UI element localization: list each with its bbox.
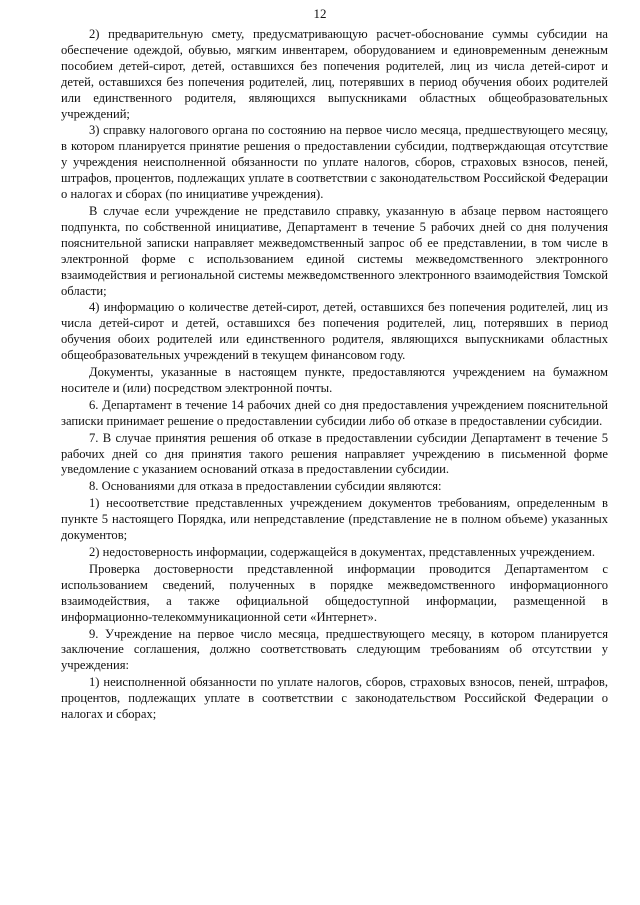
paragraph-documents-submission: Документы, указанные в настоящем пункте, предоставляются учреждением на бумажном носителе и (или) посредством электронной почты.	[61, 365, 608, 395]
paragraph-clause-9-item-1: 1) неисполненной обязанности по уплате налогов, сборов, страховых взносов, пеней, штрафов, процентов, подлежащих уплате в соответствии с законодательством Российской Федерации о налогах и сборах;	[61, 675, 608, 722]
paragraph-clause-8-item-2: 2) недостоверность информации, содержащейся в документах, представленных учреждением.	[89, 545, 595, 559]
document-body	[61, 27, 608, 724]
paragraph-item-3-tax-certificate: 3) справку налогового органа по состоянию на первое число месяца, предшествующего месяцу, в котором планируется принятие решения о предоставлении субсидии, подтверждающая отсутствие у учреждения неисполненной обязанности по уплате налогов, сборов, страховых взносов, пеней, штрафов, процентов, подлежащих уплате в соответствии с законодательством Российской Федерации о налогах и сборах (по инициативе учреждения).	[61, 123, 608, 202]
paragraph-item-2-estimate: 2) предварительную смету, предусматривающую расчет-обоснование суммы субсидии на обеспечение одеждой, обувью, мягким инвентарем, оборудованием и единовременным денежным пособием детей-сирот, детей, оставшихся без попечения родителей, лиц из числа детей-сирот и детей, оставшихся без попечения родителей, лиц, потерявших в период обучения обоих родителей или единственного родителя, являющихся выпускниками областных общеобразовательных учреждений;	[61, 27, 608, 121]
paragraph-clause-9: 9. Учреждение на первое число месяца, предшествующего месяцу, в котором планируется заключение соглашения, должно соответствовать следующим требованиям об отсутствии у учреждения:	[61, 626, 608, 673]
paragraph-verification: Проверка достоверности представленной информации проводится Департаментом с использованием сведений, полученных в порядке межведомственного информационного взаимодействия, а также официальной общедоступной информации, размещенной в информационно-телекоммуникационной сети «Интернет».	[61, 561, 608, 624]
paragraph-clause-6: 6. Департамент в течение 14 рабочих дней со дня предоставления учреждением пояснительной записки принимает решение о предоставлении субсидии либо об отказе в предоставлении субсидии.	[61, 397, 608, 428]
paragraph-clause-8-item-1: 1) несоответствие представленных учреждением документов требованиям, определенным в пункте 5 настоящего Порядка, или непредставление (представление не в полном объеме) указанных документов;	[61, 496, 608, 543]
paragraph-interagency-request: В случае если учреждение не представило справку, указанную в абзаце первом настоящего подпункта, по собственной инициативе, Департамент в течение 5 рабочих дней со дня получения пояснительной записки направляет межведомственный запрос об ее представлении, в том числе в электронной форме с использованием единой системы межведомственного электронного взаимодействия и региональной системы межведомственного электронного взаимодействия Томской области;	[61, 203, 608, 298]
paragraph-clause-7: 7. В случае принятия решения об отказе в предоставлении субсидии Департамент в течение 5 рабочих дней со дня принятия такого решения направляет учреждению в письменной форме уведомление с указанием оснований отказа в предоставлении субсидии.	[61, 430, 608, 477]
paragraph-item-4-orphans-info: 4) информацию о количестве детей-сирот, детей, оставшихся без попечения родителей, лиц из числа детей-сирот и детей, оставшихся без попечения родителей, лиц, потерявших в период обучения обоих родителей или единственного родителя, являющихся выпускниками областных общеобразовательных учреждений в текущем финансовом году.	[61, 300, 608, 363]
page-number: 12	[313, 6, 327, 21]
paragraph-clause-8: 8. Основаниями для отказа в предоставлении субсидии являются:	[89, 479, 442, 494]
